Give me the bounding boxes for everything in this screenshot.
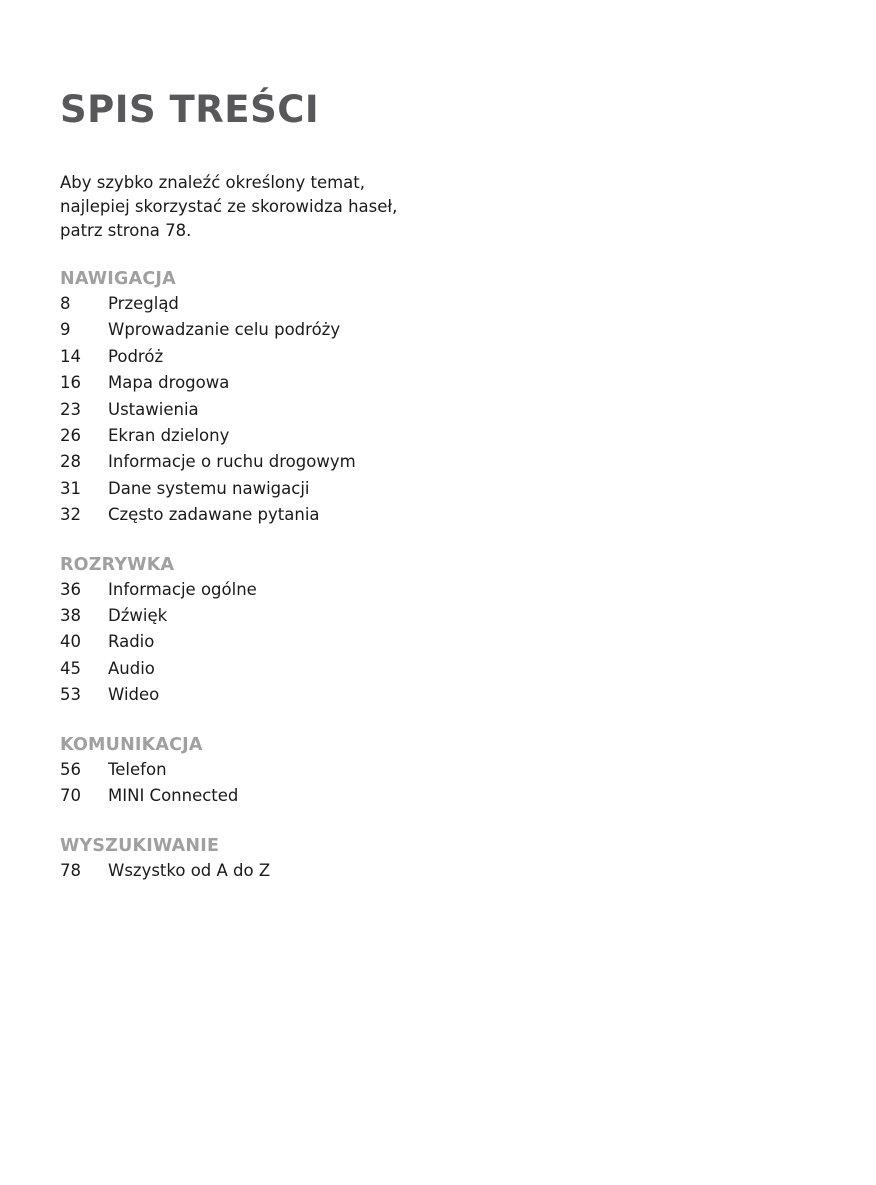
entry-page-number: 23 [60,399,81,419]
entry-label: Często zadawane pytania [108,505,320,525]
entry-page-number: 78 [60,860,81,880]
entry-page-number: 9 [60,320,71,340]
section-title: ROZRYWKA [60,554,175,575]
section-komunikacja [60,733,440,810]
entry-page-number: 38 [60,606,81,626]
toc-entry[interactable] [60,344,440,370]
toc-entry[interactable] [60,682,440,708]
section-title: NAWIGACJA [60,269,176,289]
entry-page-number: 28 [60,452,81,472]
toc-entry[interactable] [60,783,440,809]
table-of-contents-page [60,88,440,884]
toc-entry[interactable] [60,858,440,884]
toc-entry[interactable] [60,656,440,682]
entry-page-number: 32 [60,505,81,525]
entry-page-number: 53 [60,685,81,705]
toc-entry[interactable] [60,423,440,449]
entry-label: Podróż [108,346,164,366]
toc-entry[interactable] [60,449,440,475]
section-wyszukiwanie [60,834,440,884]
entry-label: Przegląd [108,294,179,313]
toc-entry[interactable] [60,603,440,629]
toc-entry[interactable] [60,502,440,528]
section-title: KOMUNIKACJA [60,734,203,755]
entry-label: Wprowadzanie celu podróży [108,320,341,340]
entry-label: Radio [108,632,155,652]
toc-entry[interactable] [60,397,440,423]
section-nawigacja [60,267,440,529]
entry-page-number: 36 [60,579,81,599]
toc-entry[interactable] [60,370,440,396]
entry-label: Dane systemu nawigacji [108,478,310,498]
entry-label: Telefon [108,759,167,779]
entry-page-number: 26 [60,426,81,446]
entry-page-number: 31 [60,478,81,498]
entry-label: Ustawienia [108,399,199,419]
entry-page-number: 8 [60,294,71,313]
entry-page-number: 56 [60,759,81,779]
entry-page-number: 45 [60,658,81,678]
entry-label: Dźwięk [108,606,168,626]
entry-page-number: 40 [60,632,81,652]
entry-label: Ekran dzielony [108,426,230,446]
entry-label: Wideo [108,685,160,705]
entry-label: Audio [108,658,155,678]
page-title: SPIS TREŚCI [60,88,320,131]
entry-label: Mapa drogowa [108,373,230,393]
entry-label: MINI Connected [108,786,239,806]
toc-entry[interactable] [60,291,440,317]
toc-entry[interactable] [60,629,440,655]
entry-page-number: 16 [60,373,81,393]
entry-label: Wszystko od A do Z [108,860,271,880]
section-rozrywka [60,553,440,709]
entry-page-number: 70 [60,786,81,806]
entry-page-number: 14 [60,346,81,366]
toc-entry[interactable] [60,757,440,783]
toc-entry[interactable] [60,317,440,343]
section-title: WYSZUKIWANIE [60,835,220,856]
toc-entry[interactable] [60,577,440,603]
toc-entry[interactable] [60,476,440,502]
entry-label: Informacje o ruchu drogowym [108,452,356,472]
intro-text: Aby szybko znaleźć określony temat, najlepiej skorzystać ze skorowidza haseł, patrz strona 78. [60,173,398,240]
entry-label: Informacje ogólne [108,579,257,599]
